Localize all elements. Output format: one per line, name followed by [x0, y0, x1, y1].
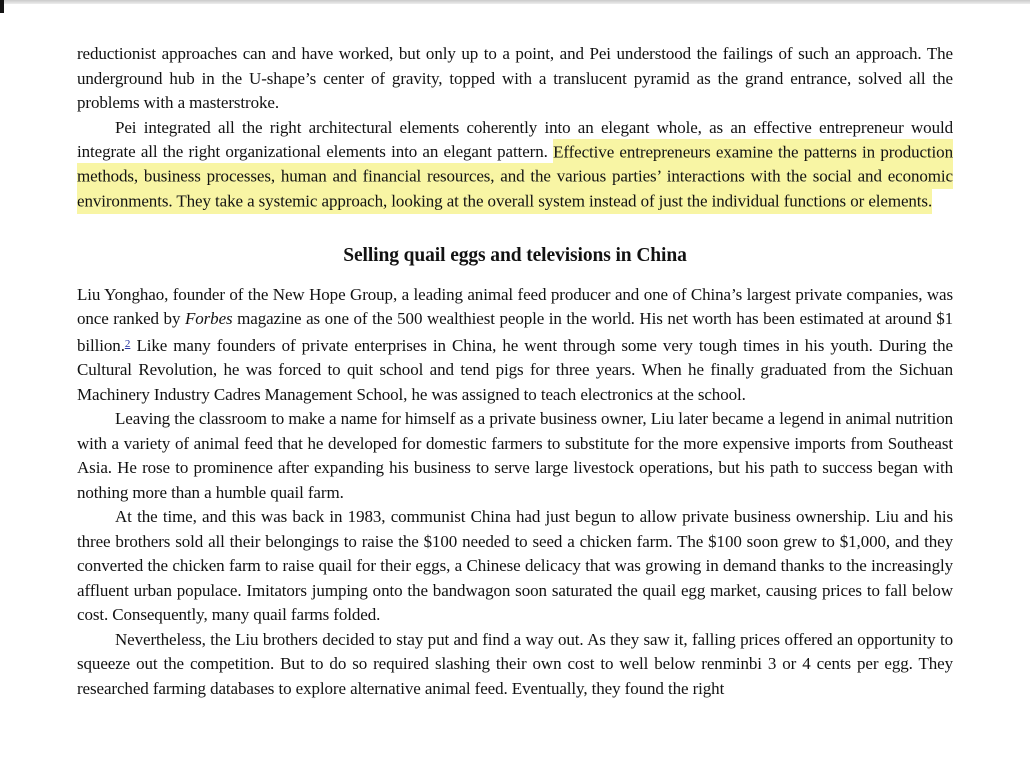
paragraph [77, 42, 953, 116]
paragraph [77, 505, 953, 628]
window-edge-shadow [0, 0, 1030, 4]
section-heading: Selling quail eggs and televisions in China [343, 244, 687, 266]
text-run: Like many founders of private enterprises in China, he went through some very tough times in his youth. During the Cultural Revolution, he was forced to quit school and tend pigs for three years. When he finally graduated from the Sichuan Machinery Industry Cadres Management School, he was assigned to teach electronics at the school. [77, 335, 953, 404]
footnote-link[interactable]: 2 [124, 337, 131, 350]
paragraph [77, 116, 953, 214]
text-run: reductionist approaches can and have worked, but only up to a point, and Pei understood the failings of such an approach. The underground hub in the U-shape’s center of gravity, topped with a translucent pyramid as the grand entrance, solved all the problems with a masterstroke. [77, 44, 953, 112]
highlighted-passage: Effective entrepreneurs examine the patterns in production methods, business processes, human and financial resources, and the various parties’ interactions with the social and economic environments. They take a systemic approach, looking at the overall system instead of just the individual functions or elements. [77, 139, 953, 214]
text-run: Pei integrated all the right architectural elements coherently into an elegant whole, as an effective entrepreneur would integrate all the right organizational elements into an elegant pattern. [77, 117, 953, 161]
paragraph [77, 283, 953, 408]
screen-corner-artifact [0, 0, 4, 13]
text-run: magazine as one of the 500 wealthiest people in the world. His net worth has been estimated at around $1 billion. [77, 309, 953, 355]
paragraph [77, 407, 953, 505]
text-run: Liu Yonghao, founder of the New Hope Group, a leading animal feed producer and one of China’s largest private companies, was once ranked by [77, 284, 953, 328]
italic-text: Forbes [184, 309, 233, 328]
paragraph [77, 628, 953, 702]
text-run: Leaving the classroom to make a name for himself as a private business owner, Liu later became a legend in animal nutrition with a variety of animal feed that he developed for domestic farmers to substitute for the more expensive imports from Southeast Asia. He rose to prominence after expanding his business to serve large livestock operations, but his path to success began with nothing more than a humble quail farm. [77, 409, 953, 502]
text-run: At the time, and this was back in 1983, communist China had just begun to allow private business ownership. Liu and his three brothers sold all their belongings to raise the $100 needed to seed a chicken farm. The $100 soon grew to $1,000, and they converted the chicken farm to raise quail for their eggs, a Chinese delicacy that was growing in demand thanks to the increasingly affluent urban populace. Imitators jumping onto the bandwagon soon saturated the quail egg market, causing prices to fall below cost. Consequently, many quail farms folded. [77, 507, 953, 624]
text-run: Nevertheless, the Liu brothers decided to stay put and find a way out. As they saw it, falling prices offered an opportunity to squeeze out the competition. But to do so required slashing their own cost to well below renminbi 3 or 4 cents per egg. They researched farming databases to explore alternative animal feed. Eventually, they found the right [77, 629, 953, 698]
page-content [77, 42, 953, 701]
